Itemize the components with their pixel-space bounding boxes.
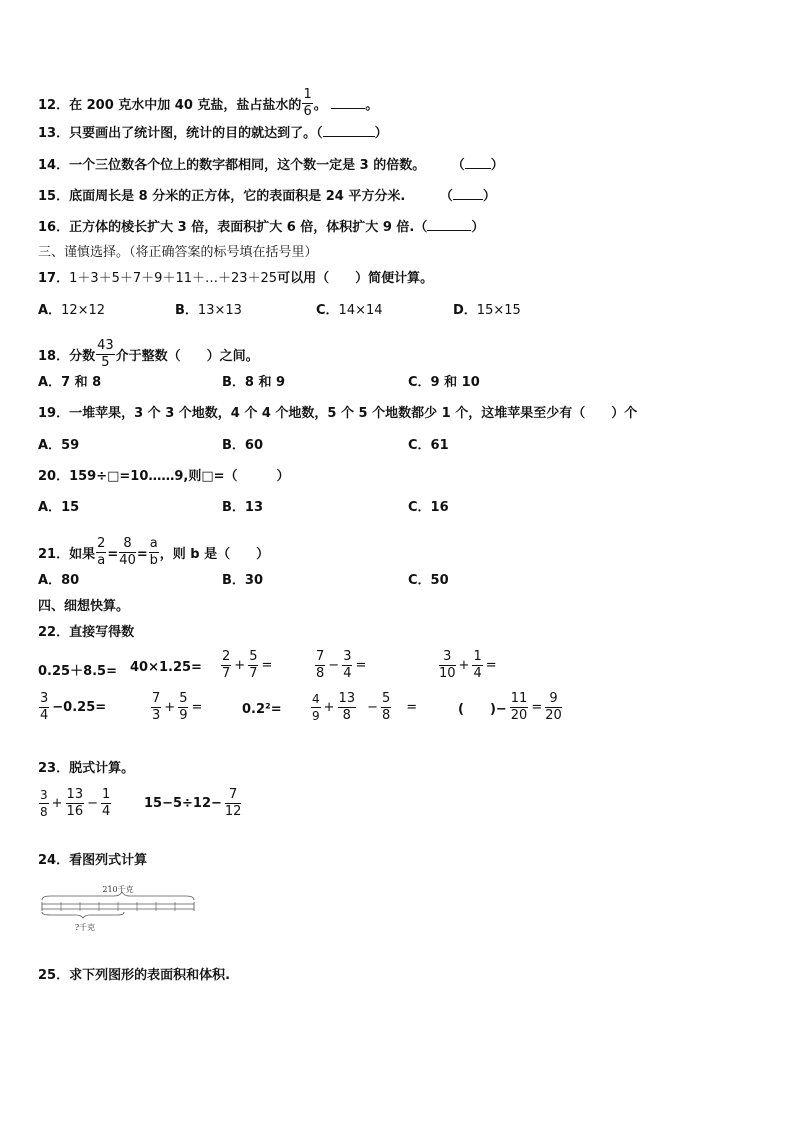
fraction: $\frac{2}{a}$ — [97, 536, 106, 568]
option-b[interactable]: B．13×13 — [175, 303, 242, 318]
question-23-title: 23．脱式计算。 — [38, 761, 135, 776]
question-number: 12． — [38, 98, 70, 113]
question-14: 14．一个三位数各个位上的数字都相同，这个数一定是 3 的倍数。 （ ） — [38, 158, 504, 173]
question-24-title: 24．看图列式计算 — [38, 853, 148, 868]
option-b[interactable]: B．30 — [222, 573, 264, 588]
answer-blank[interactable] — [427, 230, 471, 231]
oral-calc-1: 0.25＋8.5= — [38, 664, 117, 679]
oral-calc-5: $\frac{3}{10}$ + $\frac{1}{4}$ = — [439, 649, 497, 681]
question-text: 分数 — [69, 349, 96, 364]
part-brace — [42, 912, 124, 918]
option-b[interactable]: B．60 — [222, 438, 264, 453]
option-a[interactable]: A．7 和 8 — [38, 375, 102, 390]
answer-blank[interactable] — [323, 136, 375, 137]
answer-blank[interactable] — [465, 168, 491, 169]
question-text: 一个三位数各个位上的数字都相同，这个数一定是 3 的倍数。 — [69, 158, 426, 173]
option-c[interactable]: C．14×14 — [316, 303, 383, 318]
option-d[interactable]: D．15×15 — [453, 303, 521, 318]
section-heading-4: 四、细想快算。 — [38, 599, 130, 614]
oral-calc-4: $\frac{7}{8}$ − $\frac{3}{4}$ = — [316, 649, 367, 681]
oral-calc-2: 40×1.25= — [130, 660, 202, 675]
question-number: 15． — [38, 189, 70, 204]
question-number: 13． — [38, 126, 70, 141]
segment-diagram — [38, 880, 203, 936]
answer-blank[interactable] — [331, 108, 365, 109]
step-calc-1: $\frac{3}{8}$ + $\frac{13}{16}$ − $\frac{1}{4}$ — [40, 787, 111, 819]
question-number: 16． — [38, 220, 70, 235]
option-c[interactable]: C．50 — [408, 573, 449, 588]
oral-calc-10: ( )− $\frac{11}{20}$ = $\frac{9}{20}$ — [458, 691, 562, 723]
fraction: $\frac{43}{5}$ — [97, 338, 114, 370]
option-c[interactable]: C．16 — [408, 500, 449, 515]
option-a[interactable]: A．59 — [38, 438, 80, 453]
question-25-title: 25．求下列图形的表面积和体积. — [38, 968, 231, 983]
question-text: 在 200 克水中加 40 克盐，盐占盐水的 — [69, 98, 302, 113]
question-text: 159÷□=10……9,则□=（ ） — [69, 469, 290, 484]
oral-calc-6: $\frac{3}{4}$ −0.25= — [40, 691, 107, 723]
question-22-title: 22．直接写得数 — [38, 625, 135, 640]
question-19 — [38, 406, 637, 422]
question-number: 19． — [38, 406, 70, 421]
unknown-weight-label: ?千克 — [74, 923, 96, 932]
oral-calc-8: 0.2²= — [242, 702, 282, 717]
total-weight-label: 210千克 — [102, 885, 134, 894]
question-text: 底面周长是 8 分米的正方体，它的表面积是 24 平方分米. — [69, 189, 406, 204]
option-a[interactable]: A．12×12 — [38, 303, 106, 318]
option-c[interactable]: C．9 和 10 — [408, 375, 480, 390]
question-number: 21． — [38, 547, 70, 562]
question-13: 13．只要画出了统计图，统计的目的就达到了。（ ） — [38, 126, 388, 141]
question-number: 20． — [38, 469, 70, 484]
question-text: 如果 — [69, 547, 96, 562]
option-b[interactable]: B．13 — [222, 500, 264, 515]
question-number: 18． — [38, 349, 70, 364]
math-expression: 1＋3＋5＋7＋9＋11＋…＋23＋25 — [69, 271, 278, 286]
question-text: 可以用（ ）简便计算。 — [277, 271, 434, 286]
step-calc-2: 15−5÷12− $\frac{7}{12}$ — [144, 787, 242, 819]
option-a[interactable]: A．15 — [38, 500, 80, 515]
question-text: 只要画出了统计图，统计的目的就达到了。（ — [69, 126, 323, 141]
option-a[interactable]: A．80 — [38, 573, 80, 588]
question-21: 21．如果 $\frac{2}{a}$ = $\frac{8}{40}$ = $\frac{a}{b}$ ，则 b 是（ ） — [38, 536, 270, 568]
answer-blank[interactable]: ( )− — [458, 702, 507, 717]
question-12: 12．在 200 克水中加 40 克盐，盐占盐水的 $\frac{1}{6}$ 。 。 — [38, 87, 379, 119]
option-c[interactable]: C．61 — [408, 438, 449, 453]
question-number: 14． — [38, 158, 70, 173]
question-15: 15．底面周长是 8 分米的正方体，它的表面积是 24 平方分米. （ ） — [38, 189, 496, 204]
oral-calc-9: $\frac{4}{9}$ + $\frac{13}{8}$ − $\frac{5}{8}$ = — [312, 691, 418, 723]
question-20 — [38, 469, 290, 485]
question-17 — [38, 271, 433, 287]
oral-calc-3: $\frac{2}{7}$ + $\frac{5}{7}$ = — [222, 649, 273, 681]
section-heading-3: 三、谨慎选择。（将正确答案的标号填在括号里） — [38, 245, 318, 260]
fraction: $\frac{1}{6}$ — [303, 87, 312, 119]
fraction: $\frac{8}{40}$ — [119, 536, 136, 568]
question-16: 16．正方体的棱长扩大 3 倍，表面积扩大 6 倍，体积扩大 9 倍.（ ） — [38, 220, 485, 235]
question-text: 一堆苹果，3 个 3 个地数，4 个 4 个地数，5 个 5 个地数都少 1 个，这堆苹果至少有（ ）个 — [69, 406, 638, 421]
question-18: 18．分数 $\frac{43}{5}$ 介于整数（ ）之间。 — [38, 338, 259, 370]
option-b[interactable]: B．8 和 9 — [222, 375, 286, 390]
fraction: $\frac{a}{b}$ — [149, 536, 158, 568]
question-number: 17． — [38, 271, 70, 286]
oral-calc-7: $\frac{7}{3}$ + $\frac{5}{9}$ = — [152, 691, 203, 723]
question-text: 正方体的棱长扩大 3 倍，表面积扩大 6 倍，体积扩大 9 倍.（ — [69, 220, 428, 235]
answer-blank[interactable] — [453, 199, 483, 200]
